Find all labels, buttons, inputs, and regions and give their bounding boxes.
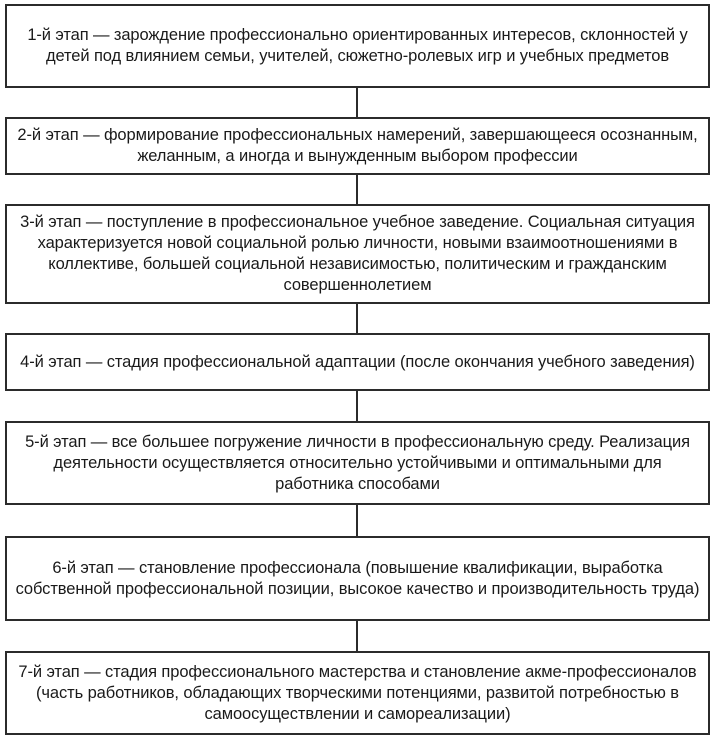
- stage-2-box: [5, 117, 710, 175]
- connector-line-4-5: [356, 391, 358, 421]
- stage-7-box: [5, 651, 710, 735]
- connector-line-1-2: [356, 88, 358, 117]
- stage-5-box: [5, 421, 710, 505]
- stage-2-text: 2-й этап — формирование профессиональных намерений, завершающееся осознанным, желанным, а иногда и вынужденным выбором профессии: [17, 126, 698, 165]
- stage-7-text: 7-й этап — стадия профессионального мастерства и становление акме-профессионалов (часть работников, обладающих творческими потенциями, развитой потребностью в самоосуществлении и самореализации): [18, 662, 697, 723]
- stage-6-box: [5, 536, 710, 621]
- stage-1-text: 1-й этап — зарождение профессионально ориентированных интересов, склонностей у детей под влиянием семьи, учителей, сюжетно-ролевых игр и учебных предметов: [27, 26, 688, 65]
- stage-1-box: [5, 4, 710, 88]
- stage-3-box: [5, 204, 710, 304]
- stage-6-text: 6-й этап — становление профессионала (повышение квалификации, выработка собственной профессиональной позиции, высокое качество и производительность труда): [15, 558, 700, 598]
- connector-line-5-6: [356, 505, 358, 536]
- connector-line-6-7: [356, 621, 358, 651]
- stage-4-box: [5, 333, 710, 391]
- stage-3-text: 3-й этап — поступление в профессиональное учебное заведение. Социальная ситуация характеризуется новой социальной ролью личности, новыми взаимоотношениями в коллективе, большей социальной независимостью, политическим и гражданским совершеннолетием: [20, 213, 695, 294]
- connector-line-2-3: [356, 175, 358, 204]
- stage-5-text: 5-й этап — все большее погружение личности в профессиональную среду. Реализация деятельности осуществляется относительно устойчивыми и оптимальными для работника способами: [25, 432, 690, 493]
- connector-line-3-4: [356, 304, 358, 333]
- stage-4-text: 4-й этап — стадия профессиональной адаптации (после окончания учебного заведения): [20, 352, 695, 371]
